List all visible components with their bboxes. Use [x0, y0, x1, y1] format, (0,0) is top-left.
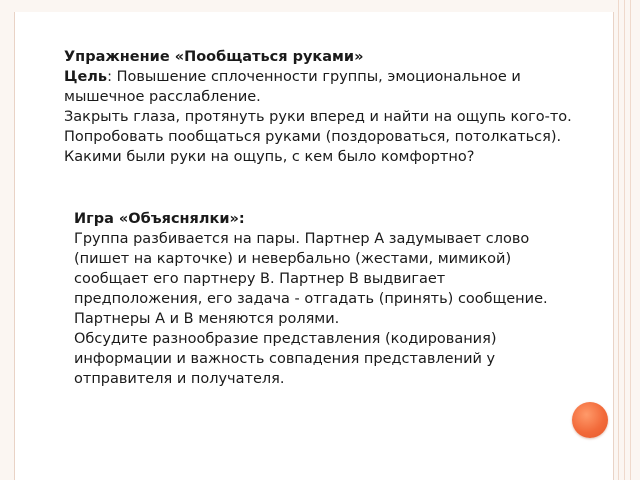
exercise-goal: [64, 67, 574, 107]
game-discussion: Обсудите разнообразие представления (кодирования) информации и важность совпадения представлений у отправителя и получателя.: [74, 331, 497, 387]
goal-label: Цель: [64, 69, 108, 85]
orange-circle-icon: [572, 402, 608, 438]
game-description: Группа разбивается на пары. Партнер А задумывает слово (пишет на карточке) и невербально (жестами, мимикой) сообщает его партнеру В. Партнер В выдвигает предположения, его задача - отгадать (принять) сообщение. Партнеры А и В меняются ролями.: [74, 231, 548, 327]
exercise-title: Упражнение «Пообщаться руками»: [64, 49, 364, 65]
decorative-stripes: [612, 0, 640, 480]
game-title: Игра «Объяснялки»:: [74, 211, 245, 227]
goal-text: : Повышение сплоченности группы, эмоциональное и мышечное расслабление.: [64, 69, 521, 105]
game-block: [74, 209, 554, 389]
exercise-instructions: Закрыть глаза, протянуть руки вперед и найти на ощупь кого-то. Попробовать пообщаться руками (поздороваться, потолкаться). Какими были руки на ощупь, с кем было комфортно?: [64, 109, 572, 165]
exercise-block: [64, 47, 574, 167]
